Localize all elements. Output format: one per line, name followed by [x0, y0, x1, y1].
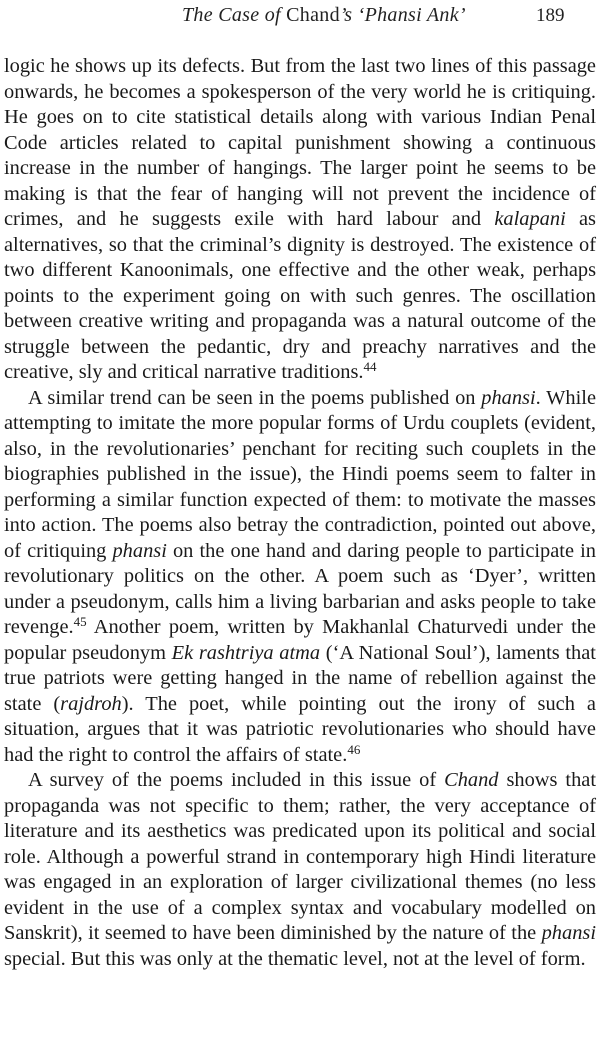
text-run: shows that propaganda was not specific to them; rather, the very acceptance of literature and its aesthetics was predicated upon its political and social role. Although a powerful strand in contemporary high Hindi literature was engaged in an exploration of larger civilizational themes (no less evident in the use of a complex syntax and vocabulary modelled on Sanskrit), it seemed to have been diminished by the nature of the [4, 769, 597, 944]
text-run: special. But this was only at the thematic level, not at the level of form. [4, 947, 586, 970]
text-run: (‘A National Soul’), laments that true patriots were getting hanged in the name of rebellion against the state ( [4, 641, 596, 715]
paragraph [4, 386, 596, 769]
body-text [4, 54, 596, 972]
text-run: as alternatives, so that the criminal’s dignity is destroyed. The existence of two different Kanoonimals, one effective and the other weak, perhaps points to the experiment going on with such genres. The oscillation between creative writing and propaganda was a natural outcome of the struggle between the pedantic, dry and preachy narratives and the creative, sly and critical narrative traditions. [4, 208, 596, 383]
running-header [0, 4, 600, 30]
running-title-chand: Chand [286, 4, 340, 26]
running-title-part: ’s ‘Phansi Ank’ [339, 4, 466, 26]
italic-term: phansi [481, 386, 536, 409]
paragraph [4, 768, 596, 972]
italic-term: Chand [444, 769, 499, 791]
running-title [182, 4, 466, 27]
text-run: . While attempting to imitate the more popular forms of Urdu couplets (evident, also, in the revolutionaries’ penchant for reciting such couplets in the biographies published in the issue), the Hindi poems seem to falter in performing a similar function expected of them: to motivate the masses into action. The poems also betray the contradiction, pointed out above, of critiquing [4, 386, 596, 562]
running-title-part: The Case of [182, 4, 287, 26]
text-run: logic he shows up its defects. But from the last two lines of this passage onwards, he becomes a spokesperson of the very world he is critiquing. He goes on to cite statistical details along with various Indian Penal Code articles related to capital punishment showing a continuous increase in the number of hangings. The larger point he seems to be making is that the fear of hanging will not prevent the incidence of crimes, and he suggests exile with hard labour and [4, 55, 596, 230]
text-run: A survey of the poems included in this issue of [28, 769, 445, 791]
italic-term: phansi [112, 539, 167, 562]
text-run: on the one hand and daring people to participate in revolutionary politics on the other. A poem such as ‘Dyer’, written under a pseudonym, calls him a living barbarian and asks people to take revenge. [4, 539, 596, 638]
italic-term: kalapani [494, 208, 566, 230]
text-run: ). The poet, while pointing out the irony of such a situation, argues that it was patriotic revolutionaries who should have had the right to control the affairs of state. [4, 692, 596, 766]
footnote-ref: 44 [363, 359, 377, 374]
footnote-ref: 45 [73, 614, 87, 629]
italic-term: rajdroh [60, 692, 122, 715]
footnote-ref: 46 [347, 741, 361, 757]
page-number: 189 [536, 5, 565, 26]
paragraph [4, 54, 596, 386]
text-run: Another poem, written by Makhanlal Chaturvedi under the popular pseudonym [4, 616, 596, 664]
italic-term: phansi [541, 922, 596, 944]
italic-term: Ek rashtriya atma [171, 641, 321, 664]
text-run: A similar trend can be seen in the poems published on [28, 386, 482, 409]
